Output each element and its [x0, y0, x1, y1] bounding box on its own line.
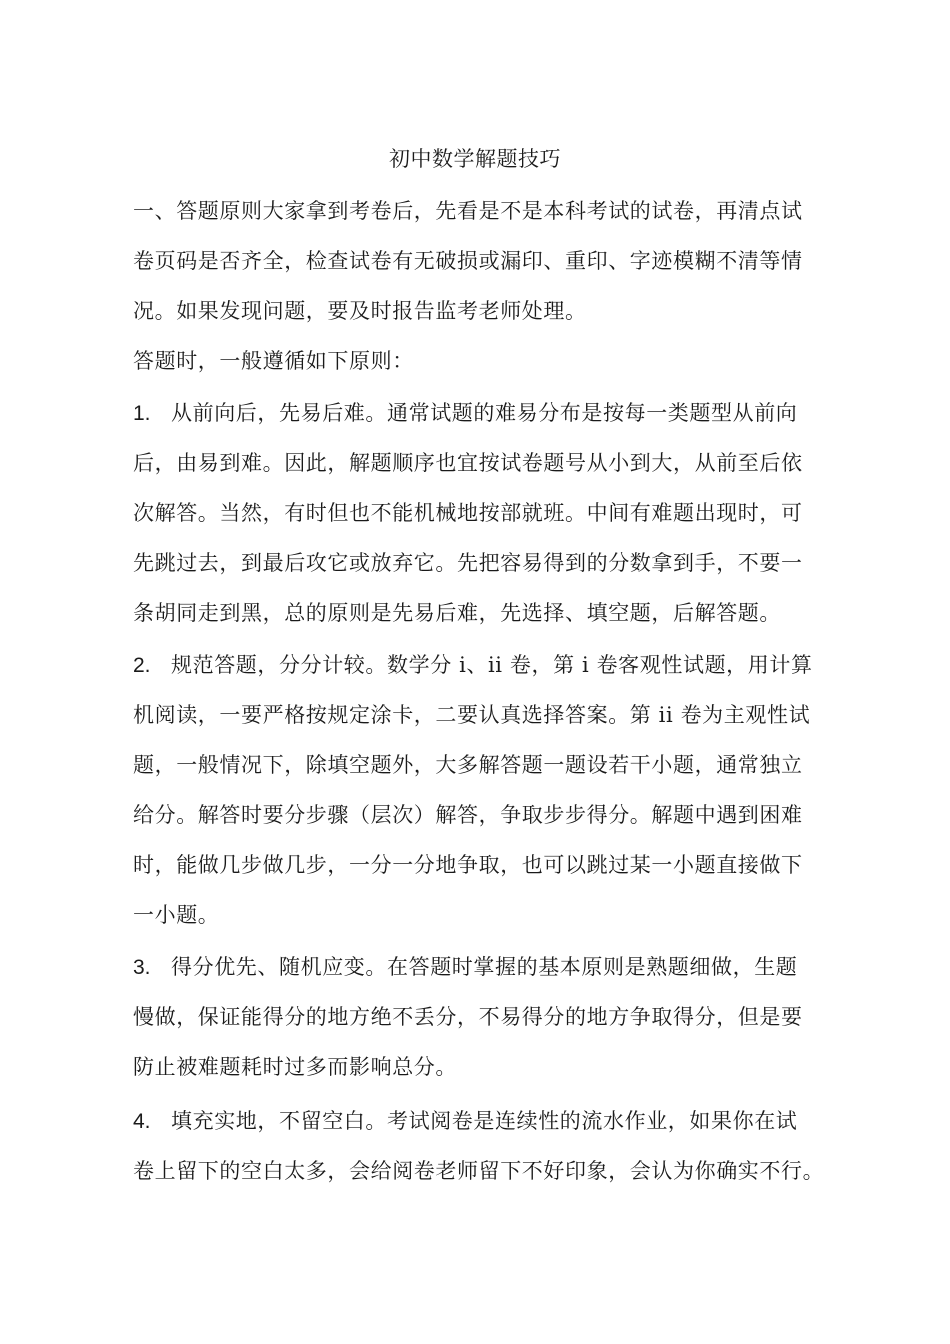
list-item-line: 防止被难题耗时过多而影响总分。 [133, 1055, 457, 1079]
list-item-text: 规范答题，分分计较。数学分 i、ii 卷，第 i 卷客观性试题，用计算 [171, 653, 813, 677]
lead-line: 答题时，一般遵循如下原则： [133, 349, 414, 373]
list-item-line: 题，一般情况下，除填空题外，大多解答题一题设若干小题，通常独立 [133, 753, 803, 777]
list-item-line: 先跳过去，到最后攻它或放弃它。先把容易得到的分数拿到手，不要一 [133, 551, 803, 575]
list-item-line: 一小题。 [133, 903, 220, 927]
list-item-first-line [133, 1105, 797, 1138]
list-item-line: 后，由易到难。因此，解题顺序也宜按试卷题号从小到大，从前至后依 [133, 451, 803, 475]
list-item-line: 给分。解答时要分步骤（层次）解答，争取步步得分。解题中遇到困难 [133, 803, 803, 827]
intro-line: 况。如果发现问题，要及时报告监考老师处理。 [133, 299, 587, 323]
list-item-first-line [133, 397, 797, 430]
list-item-line: 卷上留下的空白太多，会给阅卷老师留下不好印象，会认为你确实不行。 [133, 1159, 825, 1183]
list-item-number: 4. [133, 1110, 151, 1133]
list-item-line: 时，能做几步做几步，一分一分地争取，也可以跳过某一小题直接做下 [133, 853, 803, 877]
list-item-first-line [133, 649, 813, 682]
list-item-line: 慢做，保证能得分的地方绝不丢分，不易得分的地方争取得分，但是要 [133, 1005, 803, 1029]
list-item-line: 条胡同走到黑，总的原则是先易后难，先选择、填空题，后解答题。 [133, 601, 781, 625]
list-item-text: 得分优先、随机应变。在答题时掌握的基本原则是熟题细做，生题 [171, 955, 798, 979]
list-item-line: 次解答。当然，有时但也不能机械地按部就班。中间有难题出现时，可 [133, 501, 803, 525]
document-title: 初中数学解题技巧 [389, 147, 561, 171]
list-item-number: 3. [133, 956, 151, 979]
list-item-first-line [133, 951, 797, 984]
list-item-number: 2. [133, 654, 151, 677]
intro-line: 一、答题原则大家拿到考卷后，先看是不是本科考试的试卷，再清点试 [133, 199, 803, 223]
list-item-line: 机阅读，一要严格按规定涂卡，二要认真选择答案。第 ii 卷为主观性试 [133, 703, 811, 727]
list-item-text: 从前向后，先易后难。通常试题的难易分布是按每一类题型从前向 [171, 401, 798, 425]
list-item-number: 1. [133, 402, 151, 425]
intro-line: 卷页码是否齐全，检查试卷有无破损或漏印、重印、字迹模糊不清等情 [133, 249, 803, 273]
list-item-text: 填充实地，不留空白。考试阅卷是连续性的流水作业，如果你在试 [171, 1109, 798, 1133]
